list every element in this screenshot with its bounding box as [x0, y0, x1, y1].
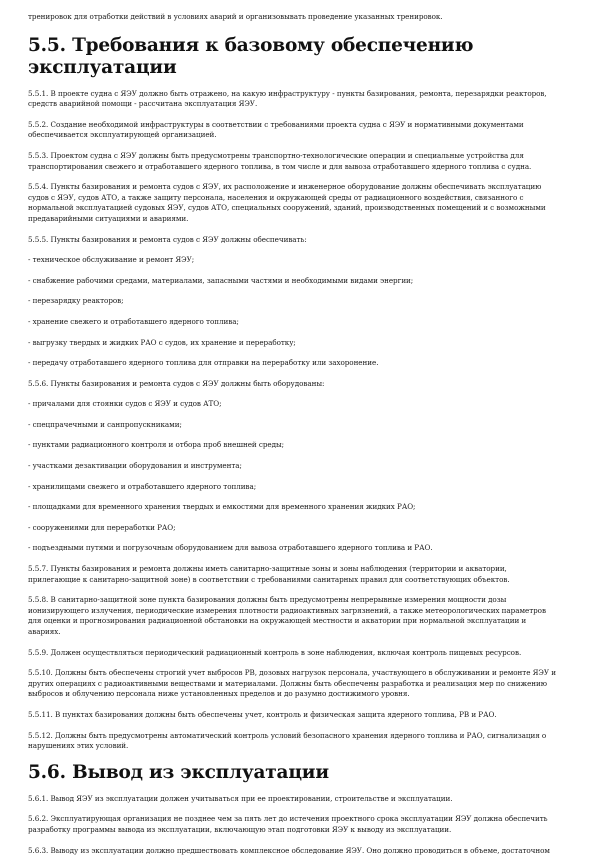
list-item: - причалами для стоянки судов с ЯЭУ и судов АТО;	[28, 399, 222, 409]
paragraph: 5.6.3. Выводу из эксплуатации должно предшествовать комплексное обследование ЯЭУ. Оно должно проводиться в объеме, достаточном	[28, 845, 550, 855]
list-item: - площадками для временного хранения твердых и емкостями для временного хранения жидких РАО;	[28, 502, 416, 512]
list-item: - сооружениями для переработки РАО;	[28, 522, 176, 532]
list-item: - перезарядку реакторов;	[28, 296, 124, 306]
section-heading-5-6: 5.6. Вывод из эксплуатации	[28, 761, 329, 783]
paragraph: 5.5.6. Пункты базирования и ремонта судов с ЯЭУ должны быть оборудованы:	[28, 378, 325, 388]
paragraph: 5.5.10. Должны быть обеспечены строгий учет выбросов РВ, дозовых нагрузок персонала, участвующего в обслуживании и ремонте ЯЭУ и других операциях с радиоактивными веществами и материалами. Должны быть обеспечены разработка и реализация мер по снижению выбросов и облучению персонала ниже установленных пределов и до разумно достижимого уровня.	[28, 668, 556, 699]
list-item: - хранение свежего и отработавшего ядерного топлива;	[28, 316, 239, 326]
paragraph: 5.5.12. Должны быть предусмотрены автоматический контроль условий безопасного хранения ядерного топлива и РАО, сигнализация о нарушениях этих условий.	[28, 730, 547, 751]
section-5-6-body	[28, 794, 557, 856]
paragraph: 5.6.2. Эксплуатирующая организация не позднее чем за пять лет до истечения проектного срока эксплуатации ЯЭУ должна обеспечить разработку программы вывода из эксплуатации, включающую этап подготовки ЯЭУ к выводу из эксплуатации.	[28, 814, 548, 834]
paragraph: 5.5.7. Пункты базирования и ремонта должны иметь санитарно-защитные зоны и зоны наблюдения (территории и акватории, прилегающие к санитарно-защитной зоне) в соответствии с требованиями санитарных правил для соответствующих объектов.	[28, 564, 510, 584]
list-item: - спецпрачечными и санпропускниками;	[28, 419, 182, 429]
list-item: - участками дезактивации оборудования и инструмента;	[28, 461, 242, 471]
paragraph: 5.5.4. Пункты базирования и ремонта судов с ЯЭУ, их расположение и инженерное оборудование должны обеспечивать эксплуатацию судов с ЯЭУ, судов АТО, а также защиту персонала, населения и окружающей среды от радиационного воздействия, связанного с нормальной эксплуатацией судовых ЯЭУ, судов АТО, специальных сооружений, зданий, производственных помещений и с возможными предаварийными ситуациями и авариями.	[28, 182, 546, 223]
list-item: - подъездными путями и погрузочным оборудованием для вывоза отработавшего ядерного топлива и РАО.	[28, 543, 433, 553]
list-item: - техническое обслуживание и ремонт ЯЭУ;	[28, 255, 195, 265]
list-item: - снабжение рабочими средами, материалами, запасными частями и необходимыми видами энергии;	[28, 275, 414, 285]
paragraph: 5.5.1. В проекте судна с ЯЭУ должно быть отражено, на какую инфраструктуру - пункты базирования, ремонта, перезарядки реакторов, средств аварийной помощи - рассчитана эксплуатация ЯЭУ.	[28, 88, 547, 109]
paragraph: 5.5.9. Должен осуществляться периодический радиационный контроль в зоне наблюдения, включая контроль пищевых ресурсов.	[28, 647, 522, 657]
section-5-5-body	[28, 89, 557, 752]
list-item: - передачу отработавшего ядерного топлива для отправки на переработку или захоронение.	[28, 358, 379, 368]
continuation-line: тренировок для отработки действий в условиях аварий и организовывать проведение указанных тренировок.	[28, 12, 443, 21]
list-item: - пунктами радиационного контроля и отбора проб внешней среды;	[28, 440, 285, 450]
paragraph: 5.5.2. Создание необходимой инфраструктуры в соответствии с требованиями проекта судна с ЯЭУ и нормативными документами обеспечивается эксплуатирующей организацией.	[28, 119, 524, 140]
section-heading-5-5: 5.5. Требования к базовому обеспечению эксплуатации	[28, 34, 474, 78]
paragraph: 5.5.3. Проектом судна с ЯЭУ должны быть предусмотрены транспортно-технологические операции и специальные устройства для транспортирования свежего и отработавшего ядерного топлива, в том числе и для вывоза отработавшего ядерного топлива с судна.	[28, 150, 532, 171]
paragraph: 5.6.1. Вывод ЯЭУ из эксплуатации должен учитываться при ее проектировании, строительстве и эксплуатации.	[28, 793, 453, 803]
paragraph: 5.5.11. В пунктах базирования должны быть обеспечены учет, контроль и физическая защита ядерного топлива, РВ и РАО.	[28, 709, 497, 719]
list-item: - выгрузку твердых и жидких РАО с судов, их хранение и переработку;	[28, 337, 296, 347]
list-item: - хранилищами свежего и отработавшего ядерного топлива;	[28, 481, 257, 491]
paragraph: 5.5.8. В санитарно-защитной зоне пункта базирования должны быть предусмотрены непрерывные измерения мощности дозы ионизирующего излучения, периодические измерения плотности радиоактивных загрязнений, а также метеорологических параметров для оценки и прогнозирования радиационной обстановки на окружающей местности и акватории при нормальной эксплуатации и авариях.	[28, 595, 546, 636]
paragraph: 5.5.5. Пункты базирования и ремонта судов с ЯЭУ должны обеспечивать:	[28, 234, 307, 244]
